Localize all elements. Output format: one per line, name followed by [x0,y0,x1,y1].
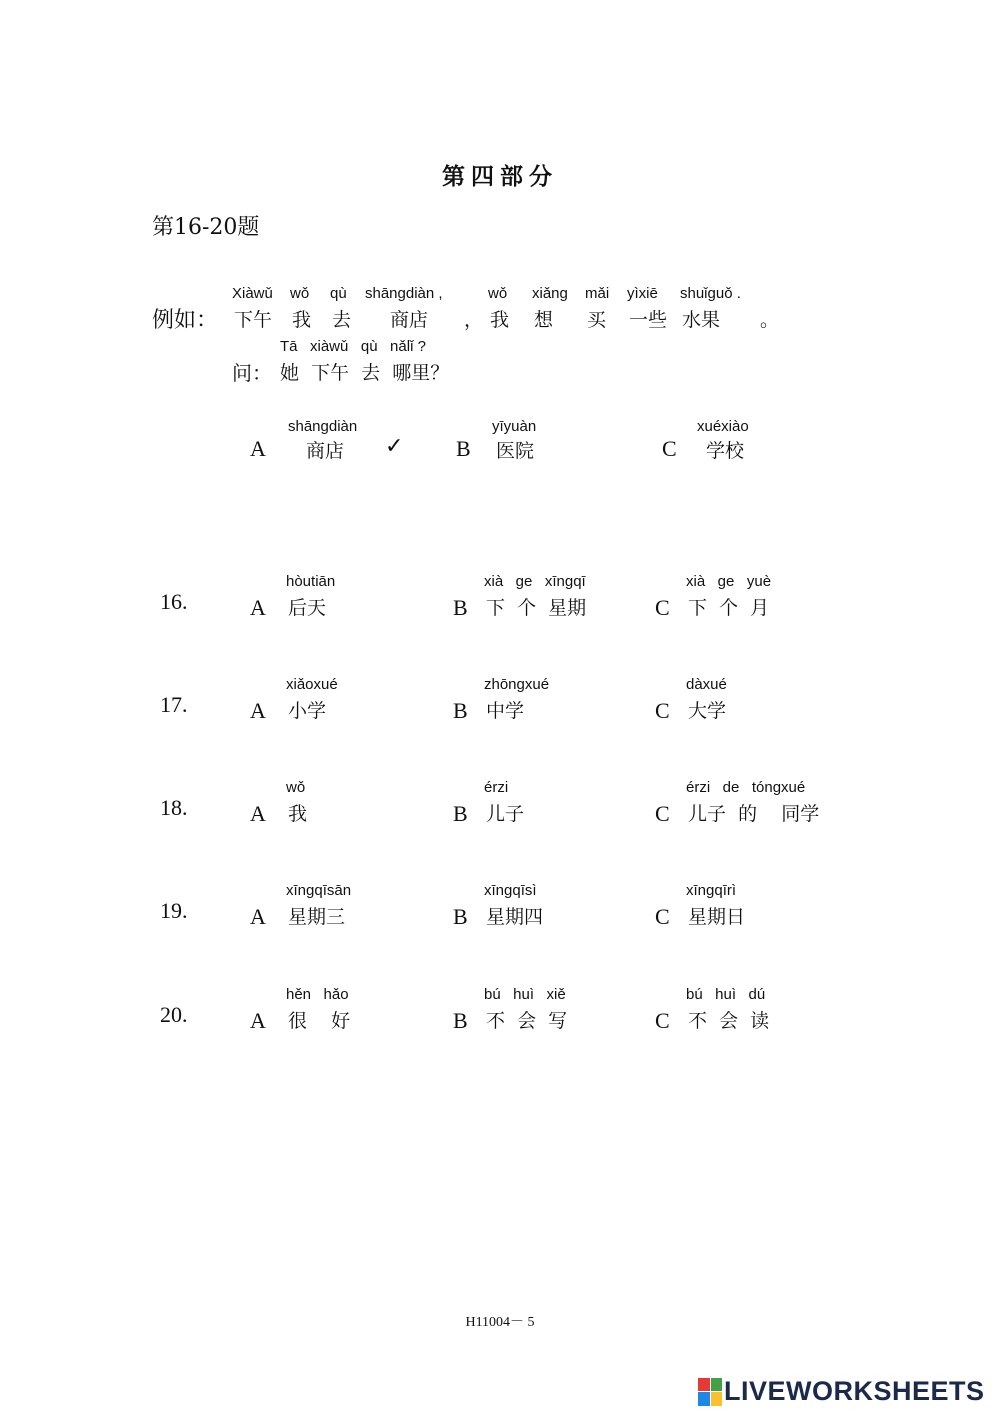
option-pinyin: bú huì xiě [484,986,566,1003]
sentence-hanzi: 一些 [629,309,668,331]
option-pinyin: wǒ [286,779,306,796]
sentence-pinyin: mǎi [585,285,610,302]
option-hanzi: 儿子 [486,803,525,825]
option-pinyin: érzi de tóngxué [686,779,806,796]
option-letter: C [655,698,670,723]
sentence-hanzi: 下午 [234,309,273,331]
sentence-pinyin: Xiàwǔ [232,285,273,302]
checkmark-icon: ✓ [385,434,404,459]
option-pinyin: xuéxiào [697,418,749,435]
question-hanzi: 她 下午 去 哪里？ [280,362,450,384]
page-footer: H11004－ 5 [465,1315,535,1330]
question-pinyin: Tā xiàwǔ qù nǎlǐ ? [280,338,426,355]
question-number: 19. [160,898,188,923]
option-letter: B [453,801,468,826]
sentence-hanzi: 我 [490,309,510,331]
sentence-pinyin: xiǎng [532,285,568,302]
sentence-hanzi: 我 [292,309,312,331]
example-label: 例如： [152,307,219,332]
option-letter: A [250,1008,266,1033]
option-hanzi: 星期四 [486,906,544,928]
option-letter: C [655,1008,670,1033]
option-hanzi: 不 会 读 [688,1010,770,1032]
option-letter: C [655,801,670,826]
option-hanzi: 商店 [306,440,345,462]
option-pinyin: xīngqīsì [484,882,537,899]
option-pinyin: érzi [484,779,509,796]
option-hanzi: 下 个 月 [688,597,770,619]
option-pinyin: hòutiān [286,573,336,590]
option-pinyin: zhōngxué [484,676,550,693]
option-pinyin: dàxué [686,676,727,693]
option-letter: C [662,436,677,461]
option-hanzi: 儿子 的 同学 [688,803,820,825]
option-letter: A [250,436,266,461]
option-pinyin: xià ge xīngqī [484,573,586,590]
option-letter: A [250,698,266,723]
option-pinyin: xiǎoxué [286,676,338,693]
logo-square [711,1378,723,1392]
sentence-hanzi: 商店 [390,309,429,331]
logo-text: LIVEWORKSHEETS [724,1376,985,1406]
sentence-hanzi: 去 [332,309,352,331]
question-number: 17. [160,692,188,717]
option-letter: B [453,698,468,723]
option-hanzi: 很 好 [288,1010,351,1032]
option-hanzi: 大学 [688,700,727,722]
sentence-pinyin: wǒ [290,285,310,302]
page-title: 第四部分 [442,163,558,190]
option-hanzi: 学校 [706,440,745,462]
sentence-pinyin: shuǐguǒ . [680,285,741,302]
option-letter: C [655,904,670,929]
logo-square [698,1378,710,1392]
option-pinyin: xīngqīsān [286,882,352,899]
logo-square [698,1392,710,1406]
option-hanzi: 中学 [486,700,525,722]
option-hanzi: 小学 [288,700,327,722]
option-letter: A [250,595,266,620]
option-letter: B [453,595,468,620]
question-label: 问： [232,363,272,385]
sentence-hanzi: 买 [587,309,607,331]
option-hanzi: 下 个 星期 [486,597,587,619]
sentence-pinyin: shāngdiàn , [365,285,443,302]
option-hanzi: 后天 [288,597,327,619]
option-pinyin: xià ge yuè [686,573,772,590]
option-hanzi: 星期日 [688,906,746,928]
option-letter: B [456,436,471,461]
option-pinyin: bú huì dú [686,986,766,1003]
option-letter: B [453,1008,468,1033]
option-letter: B [453,904,468,929]
sentence-pinyin: qù [330,285,347,302]
question-number: 18. [160,795,188,820]
option-letter: A [250,801,266,826]
option-hanzi: 不 会 写 [486,1010,568,1032]
sentence-pinyin: wǒ [488,285,508,302]
option-hanzi: 我 [288,803,308,825]
question-number: 20. [160,1002,188,1027]
option-hanzi: 星期三 [288,906,346,928]
sentence-hanzi: 水果 [682,309,721,331]
sentence-hanzi: 想 [534,309,554,331]
option-pinyin: yīyuàn [492,418,537,435]
section-subtitle: 第16-20题 [152,215,260,240]
sentence-pinyin: yìxiē [627,285,658,302]
option-pinyin: shāngdiàn [288,418,358,435]
question-number: 16. [160,589,188,614]
option-letter: A [250,904,266,929]
option-pinyin: hěn hǎo [286,986,349,1003]
option-pinyin: xīngqīrì [686,882,737,899]
liveworksheets-logo [698,1376,985,1407]
option-hanzi: 医院 [496,440,535,462]
sentence-hanzi: 。 [760,309,780,331]
logo-square [711,1392,723,1406]
option-letter: C [655,595,670,620]
sentence-hanzi: ， [464,309,484,331]
logo-badge-icon [698,1378,722,1406]
